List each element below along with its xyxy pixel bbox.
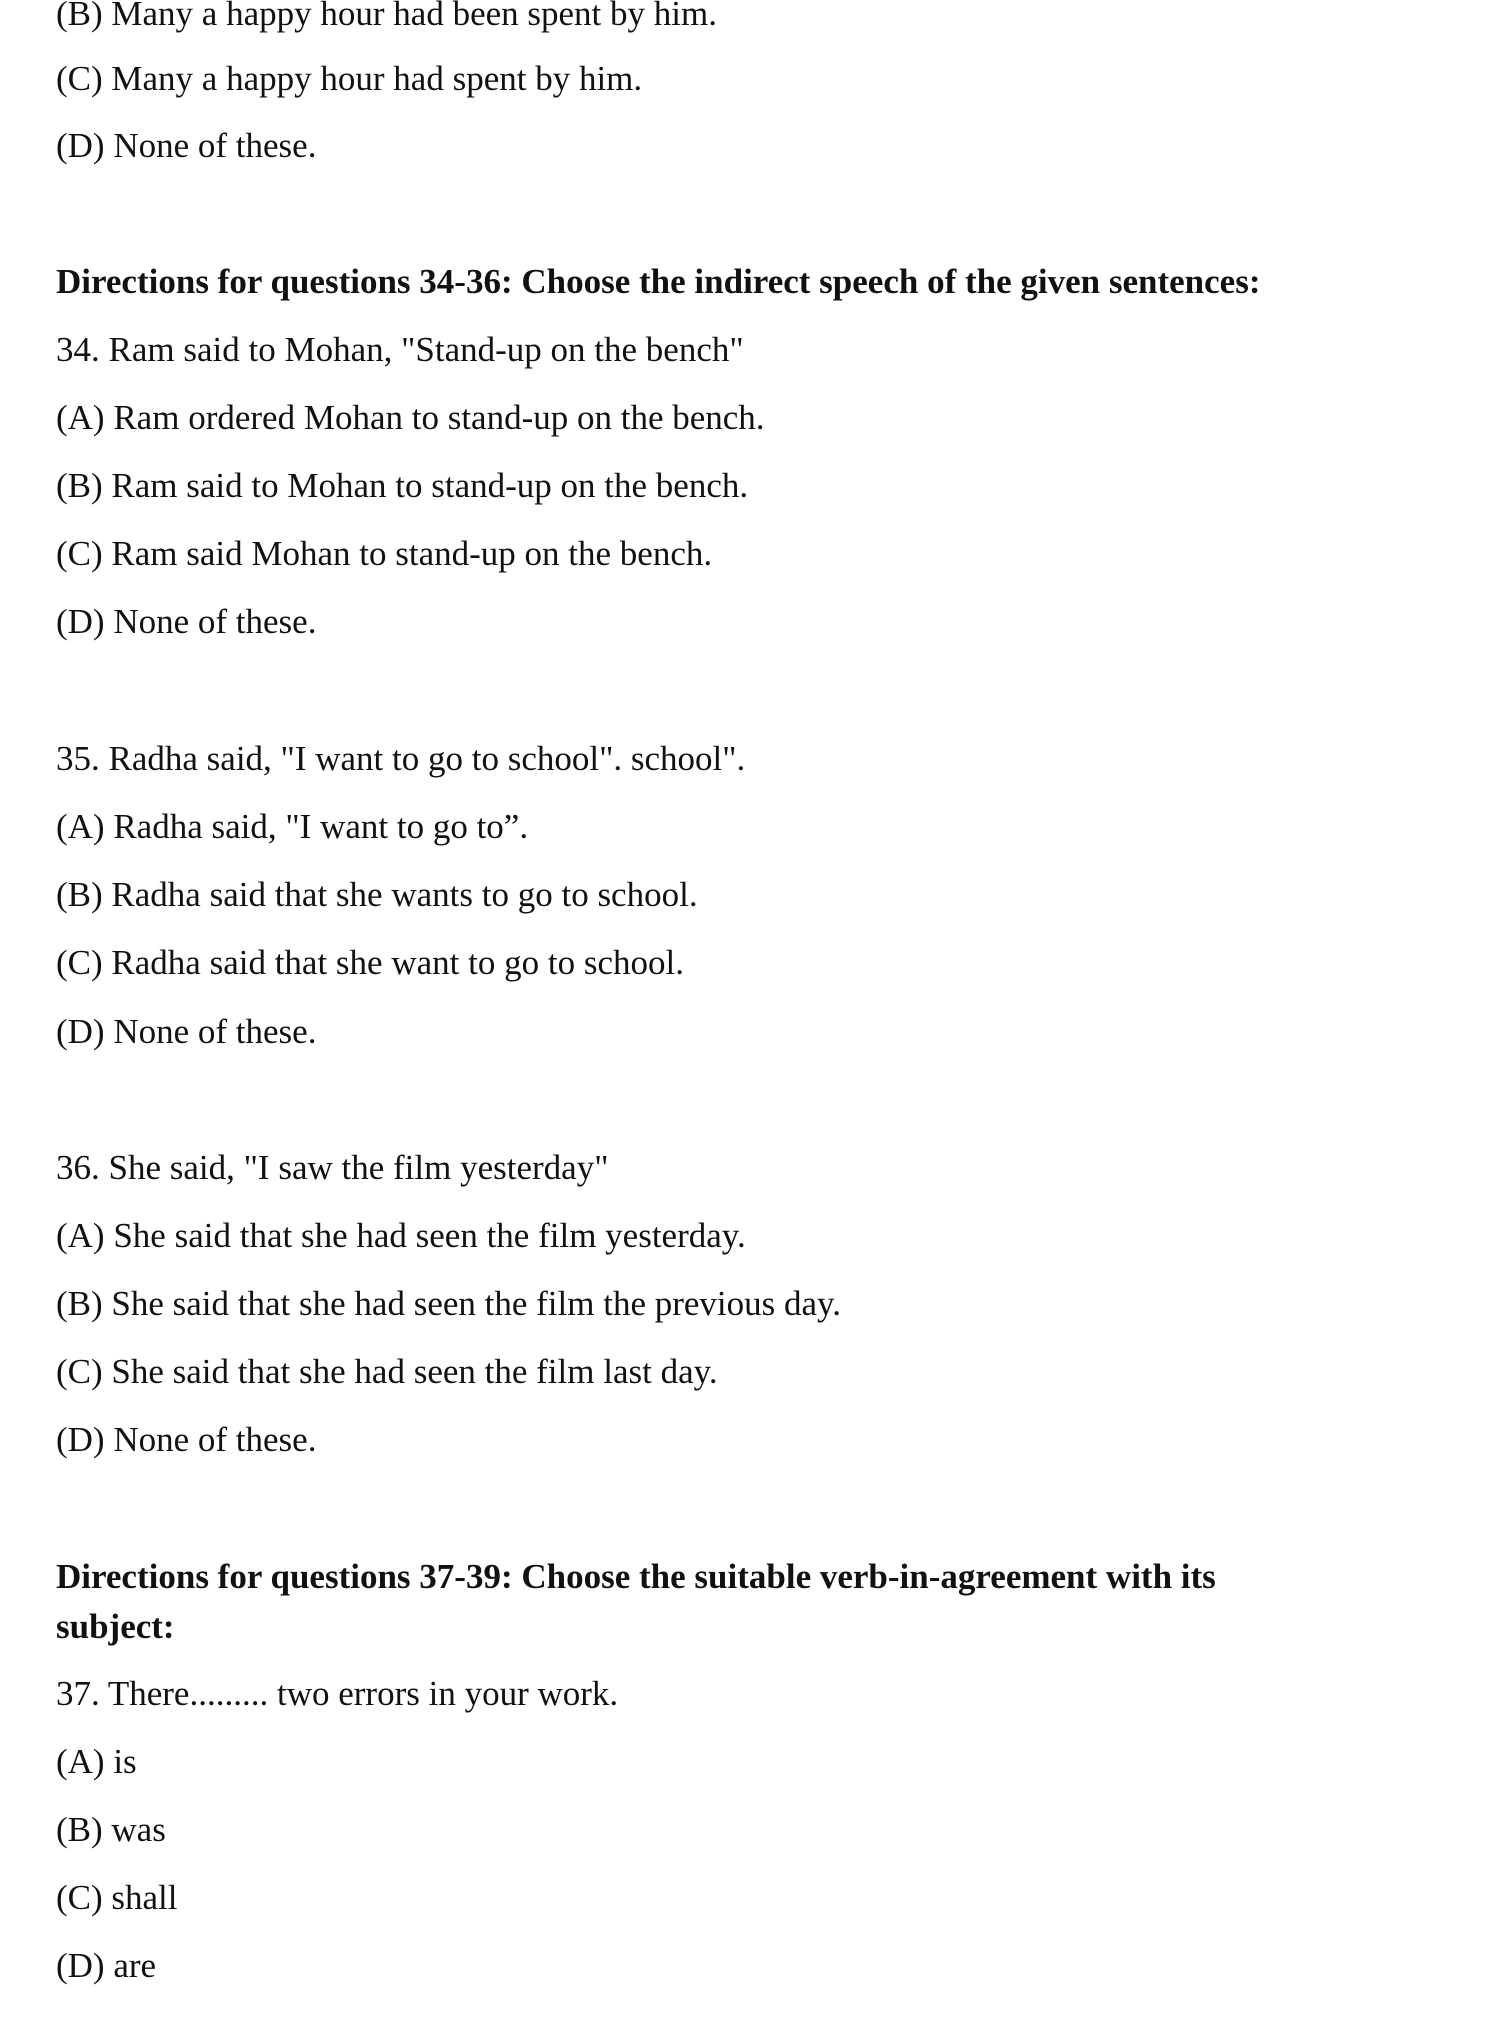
q36-option-d: (D) None of these. <box>56 1420 317 1459</box>
q34-option-c: (C) Ram said Mohan to stand-up on the bench. <box>56 534 713 573</box>
directions-37-39-line2: subject: <box>56 1607 175 1646</box>
directions-37-39-line1: Directions for questions 37-39: Choose the suitable verb-in-agreement with its <box>56 1557 1216 1596</box>
q37-option-c: (C) shall <box>56 1878 178 1917</box>
q36-option-c: (C) She said that she had seen the film last day. <box>56 1352 718 1391</box>
q36-option-a: (A) She said that she had seen the film yesterday. <box>56 1216 746 1255</box>
q33-option-d: (D) None of these. <box>56 126 317 165</box>
q35-option-d: (D) None of these. <box>56 1012 317 1051</box>
q34-option-a: (A) Ram ordered Mohan to stand-up on the bench. <box>56 398 765 437</box>
q35-question: 35. Radha said, "I want to go to school". school". <box>56 739 746 778</box>
q34-option-b: (B) Ram said to Mohan to stand-up on the bench. <box>56 466 749 505</box>
q37-option-b: (B) was <box>56 1810 166 1849</box>
q35-option-c: (C) Radha said that she want to go to school. <box>56 943 684 982</box>
directions-34-36: Directions for questions 34-36: Choose the indirect speech of the given sentences: <box>56 262 1261 301</box>
q37-question: 37. There......... two errors in your work. <box>56 1674 619 1713</box>
q37-option-d: (D) are <box>56 1946 157 1985</box>
q34-option-d: (D) None of these. <box>56 602 317 641</box>
q36-question: 36. She said, "I saw the film yesterday" <box>56 1148 609 1187</box>
q36-option-b: (B) She said that she had seen the film the previous day. <box>56 1284 842 1323</box>
q33-option-b: (B) Many a happy hour had been spent by him. <box>56 0 717 33</box>
q35-option-b: (B) Radha said that she wants to go to school. <box>56 875 698 914</box>
q34-question: 34. Ram said to Mohan, "Stand-up on the bench" <box>56 330 744 369</box>
q33-option-c: (C) Many a happy hour had spent by him. <box>56 59 643 98</box>
q35-option-a: (A) Radha said, "I want to go to”. <box>56 807 529 846</box>
q37-option-a: (A) is <box>56 1742 137 1781</box>
